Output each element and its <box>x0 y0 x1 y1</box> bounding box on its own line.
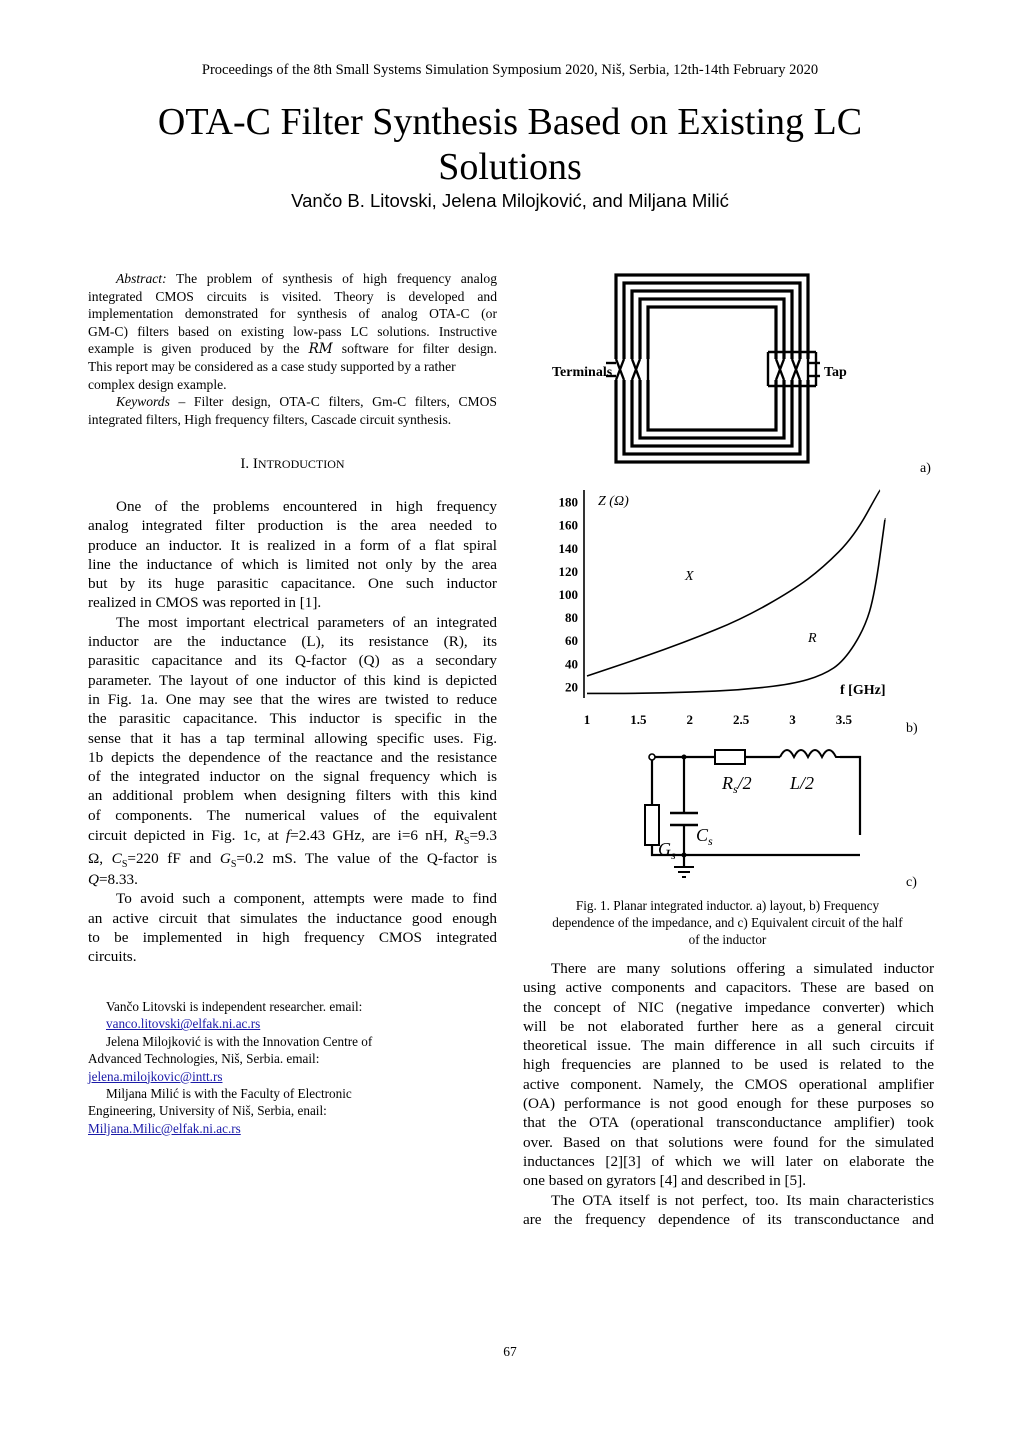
text-line: that the OTA (operational transconductance amplifier) took <box>523 1114 934 1132</box>
abstract-line: integrated CMOS circuits is visited. Theory is developed and <box>88 288 497 304</box>
math-symbol: G <box>219 849 231 867</box>
x-tick-label: 3 <box>789 712 796 727</box>
text-line: analog integrated filter production is the area needed to <box>88 517 497 535</box>
abstract-label: Abstract: <box>116 271 167 286</box>
text-line: one based on gyrators [4] and described in [5]. <box>523 1172 806 1190</box>
software-name: RM <box>308 341 333 358</box>
y-tick-label: 140 <box>558 540 578 556</box>
footnote-line: Miljana Milić is with the Faculty of Electronic <box>106 1085 352 1101</box>
terminal-node <box>649 754 655 760</box>
text-line: (OA) performance is not good enough for these purposes so <box>523 1095 934 1113</box>
text-line: sense that it has a tap terminal allowing specific uses. Fig. <box>88 729 497 747</box>
text-line: circuits. <box>88 948 137 966</box>
text-line: will be not elaborated further here as a general circuit <box>523 1017 934 1035</box>
figure-1c-equivalent-circuit <box>600 745 900 885</box>
text-line: but by its huge parasitic capacitance. One such inductor <box>88 575 497 593</box>
y-axis-title: Z (Ω) <box>598 494 629 509</box>
title-line-2: Solutions <box>438 146 582 188</box>
l2-label: L/2 <box>790 773 815 793</box>
math-symbol: R <box>454 827 464 845</box>
text-line: There are many solutions offering a simulated inductor <box>551 960 934 977</box>
x-tick-label: 1 <box>583 712 591 727</box>
series-line-r <box>587 519 885 694</box>
terminals-label: Terminals <box>552 365 613 380</box>
abstract-text: software for filter design. <box>341 341 497 357</box>
x-tick-label: 2 <box>686 712 694 727</box>
text-line <box>88 825 497 848</box>
subfigure-label-a: a) <box>920 461 931 476</box>
abstract-line: This report may be considered as a case study supported by a rather <box>88 358 456 374</box>
intro-text-left <box>88 497 497 967</box>
y-tick-label: 20 <box>565 679 578 695</box>
page-number: 67 <box>503 1344 517 1359</box>
conductance-gs <box>645 805 659 845</box>
resistor-rs2 <box>715 750 745 764</box>
proceedings-header: Proceedings of the 8th Small Systems Simulation Symposium 2020, Niš, Serbia, 12th-14th February 2020 <box>201 62 819 78</box>
text-line: produce an inductor. It is realized in a form of a flat spiral <box>88 536 497 554</box>
text-line: an active circuit that simulates the inductance good enough <box>88 909 497 927</box>
subfigure-label-c: c) <box>906 875 917 890</box>
email-link[interactable]: Miljana.Milic@elfak.ni.ac.rs <box>88 1120 241 1136</box>
figure-1a-inductor-layout <box>540 268 940 473</box>
abstract-line: GM-C) filters based on existing low-pass LC solutions. Instructive <box>88 323 497 339</box>
subscript: S <box>121 858 128 870</box>
footnote-line: Advanced Technologies, Niš, Serbia. email: <box>88 1051 320 1067</box>
text-line: the parasitic capacitance. This inductor is specific in the <box>88 710 497 728</box>
text-span: circuit depicted in Fig. 1c, at <box>88 827 279 845</box>
text-span: Ω, <box>88 849 104 867</box>
email-link[interactable]: vanco.litovski@elfak.ni.ac.rs <box>106 1016 261 1032</box>
text-span: =220 fF and <box>127 849 212 867</box>
abstract-line: implementation demonstrated for synthesis of analog OTA-C (or <box>88 306 497 322</box>
footnote-line: Vančo Litovski is independent researcher. email: <box>106 999 363 1014</box>
text-line: The most important electrical parameters of an integrated <box>116 613 497 631</box>
text-line: using active components and capacitors. These are based on <box>523 979 934 997</box>
title-line-1: OTA-C Filter Synthesis Based on Existing LC <box>157 101 863 143</box>
curve-label-r: R <box>808 631 817 646</box>
y-tick-label: 40 <box>565 656 578 672</box>
junction-node <box>682 853 687 858</box>
section-title: NTRODUCTION <box>257 457 345 471</box>
abstract-text: The problem of synthesis of high frequency analog <box>175 271 498 286</box>
series-line-x <box>587 490 880 676</box>
text-span: =2.43 GHz, are i=6 nH, <box>290 827 448 845</box>
math-symbol: C <box>111 849 122 867</box>
text-line: high frequencies are planned to be used is related to the <box>523 1056 934 1074</box>
text-line: over. Based on that solutions were found for the simulated <box>523 1133 934 1151</box>
text-line: parasitic capacitance and its Q-factor (Q) as a secondary <box>88 652 497 670</box>
abstract <box>88 270 497 428</box>
text-line: realized in CMOS was reported in [1]. <box>88 594 322 612</box>
subfigure-label-b: b) <box>906 721 918 736</box>
figure-1b-impedance-chart <box>540 480 900 730</box>
text-line <box>88 870 497 889</box>
text-line: to be implemented in high frequency CMOS integrated <box>88 928 497 946</box>
email-link[interactable]: jelena.milojkovic@intt.rs <box>88 1068 223 1084</box>
y-tick-label: 180 <box>558 494 578 510</box>
math-symbol: Q <box>88 871 99 889</box>
text-span: =9.3 <box>469 827 498 845</box>
x-tick-label: 3.5 <box>835 712 853 727</box>
text-line <box>88 848 497 871</box>
text-line: One of the problems encountered in high frequency <box>116 498 497 515</box>
tap-label: Tap <box>824 365 847 380</box>
text-line: active component. Namely, the CMOS operational amplifier <box>523 1075 934 1093</box>
text-line: the concept of NIC (negative impedance converter) which <box>523 998 934 1016</box>
inductor-l2 <box>780 750 840 757</box>
intro-text-right <box>523 959 934 1229</box>
section-numeral: I. I <box>240 456 258 472</box>
y-tick-label: 80 <box>565 610 578 626</box>
text-line: inductances [2][3] of which we will later on elaborate the <box>523 1152 934 1170</box>
text-line: The OTA itself is not perfect, too. Its main characteristics <box>551 1191 934 1209</box>
subscript: S <box>463 836 470 848</box>
x-axis-title: f [GHz] <box>840 683 886 698</box>
text-line: line the inductance of which is limited not only by the area <box>88 555 497 573</box>
text-span: =8.33. <box>98 871 138 889</box>
cs-label: $C_s$ <box>696 825 713 848</box>
curve-label-x: X <box>685 569 694 584</box>
text-line: are the frequency dependence of its transconductance and <box>523 1210 934 1228</box>
footnote-line: Engineering, University of Niš, Serbia, enail: <box>88 1103 327 1119</box>
x-tick-labels <box>584 712 853 727</box>
chart-series <box>587 490 885 693</box>
math-symbol: f <box>285 827 291 845</box>
keywords-line: integrated filters, High frequency filters, Cascade circuit synthesis. <box>88 411 452 427</box>
text-line: theoretical issue. The main difference in all such circuits if <box>523 1037 934 1055</box>
text-line: To avoid such a component, attempts were made to find <box>116 890 497 908</box>
paper-title <box>60 100 960 190</box>
y-tick-label: 60 <box>565 633 578 649</box>
abstract-line: complex design example. <box>88 376 227 392</box>
ground-symbol <box>674 867 694 877</box>
abstract-line <box>88 340 497 358</box>
authors: Vančo B. Litovski, Jelena Milojković, and Miljana Milić <box>291 190 729 211</box>
abstract-line <box>88 270 497 288</box>
keywords-label: Keywords <box>116 394 170 410</box>
text-line: parameter. The layout of one inductor of this kind is depicted <box>88 671 497 689</box>
y-tick-labels <box>559 495 579 695</box>
text-line: of components. The numerical values of the equivalent <box>88 806 497 824</box>
text-line: in Fig. 1a. One may see that the wires are twisted to reduce <box>88 690 497 708</box>
subscript: S <box>230 858 237 870</box>
keywords-line <box>88 393 497 411</box>
author-footnotes <box>88 998 497 1137</box>
abstract-text: example is given produced by the <box>88 341 300 357</box>
caption-line: Fig. 1. Planar integrated inductor. a) layout, b) Frequency <box>575 898 880 913</box>
text-line: of the integrated inductor on the signal frequency which is <box>88 768 497 786</box>
y-tick-label: 160 <box>558 517 578 533</box>
figure-caption <box>520 897 935 948</box>
text-span: =0.2 mS. The value of the Q-factor is <box>236 849 498 867</box>
section-heading <box>88 456 497 473</box>
text-line: inductor are the inductance (L), its resistance (R), its <box>88 633 497 651</box>
gs-label: $G_s$ <box>658 839 676 862</box>
text-line: 1b depicts the dependence of the reactance and the resistance <box>88 748 497 766</box>
y-tick-label: 120 <box>558 563 578 579</box>
x-tick-label: 2.5 <box>733 712 750 727</box>
y-tick-label: 100 <box>558 587 578 602</box>
rs2-label: $R_s/2$ <box>722 773 752 796</box>
caption-line: dependence of the impedance, and c) Equivalent circuit of the half <box>552 915 903 930</box>
footnote-line: Jelena Milojković is with the Innovation Centre of <box>106 1033 373 1049</box>
text-line: an additional problem when designing filters with this kind <box>88 787 497 805</box>
junction-node <box>682 755 687 760</box>
x-tick-label: 1.5 <box>630 712 647 727</box>
keywords-text: – Filter design, OTA-C filters, Gm-C filters, CMOS <box>178 394 497 410</box>
caption-line: of the inductor <box>688 932 767 947</box>
